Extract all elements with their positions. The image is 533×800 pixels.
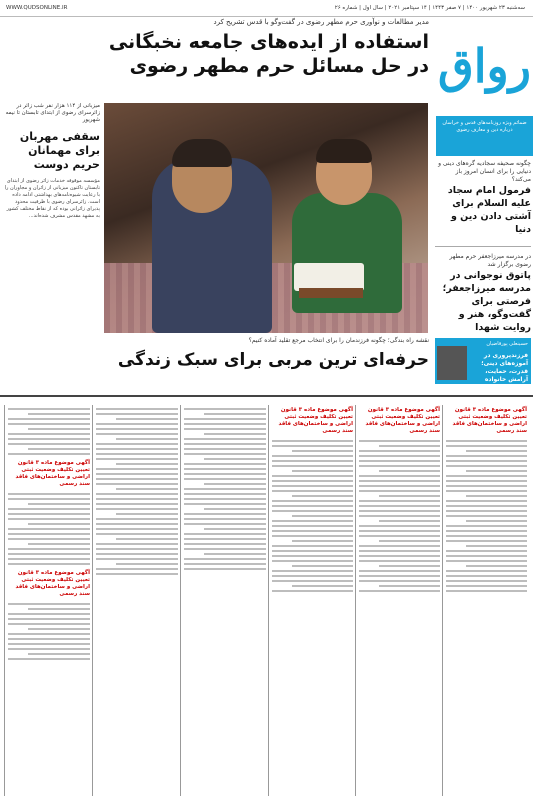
left-story-title[interactable]: سقفی مهربان برای مهمانان حریم دوست bbox=[19, 130, 100, 171]
ad-heading: آگهی موضوع ماده ۳ قانون تعیین تکلیف وضعیت ثبتی اراضی و ساختمان‌های فاقد سند رسمی bbox=[452, 407, 527, 434]
divider bbox=[435, 246, 531, 247]
ad-column bbox=[268, 405, 356, 796]
main-photo bbox=[104, 103, 428, 333]
right-story-title[interactable]: پاتوق نوجوانی در مدرسه میرزاجعفر؛ فرصتی برای گفت‌وگو، هنر و روایت شهدا bbox=[442, 270, 531, 333]
ad-column bbox=[4, 405, 93, 796]
ad-column bbox=[355, 405, 443, 796]
left-story-body: مؤسسه موقوفه خدمات زائر رضوی از ابتدای تابستان تاکنون میزبانی از زائران و مجاوران را با رعایت شیوه‌نامه‌های بهداشتی ادامه داده است. زائرسرای رضوی با ظرفیت محدود پذیرای زائرانی بوده که از نقاط مختلف کشور به مشهد مقدس مشرف شده‌اند... bbox=[4, 178, 100, 219]
logo-wordmark: رواق bbox=[438, 39, 531, 93]
logo-tagline: ضمائم ویژه روزنامه‌های قدس و خراسان درباره دین و معارف رضوی bbox=[436, 116, 533, 156]
ad-column bbox=[92, 405, 181, 796]
right-story-kicker: در مدرسه میرزاجعفر حرم مطهر رضوی برگزار شد bbox=[449, 253, 531, 268]
lead-kicker: مدیر مطالعات و نوآوری حرم مطهر رضوی در گفت‌وگو با قدس تشریح کرد bbox=[213, 18, 429, 26]
ad-column bbox=[442, 405, 530, 796]
author-column-title: فرزندپروری در آموزه‌های دینی؛ قدرت، حمایت، آرامش خانواده bbox=[481, 352, 528, 383]
lead-headline[interactable]: استفاده از ایده‌های جامعه نخبگانی در حل مسائل حرم مطهر رضوی bbox=[108, 31, 429, 77]
photo-story-headline[interactable]: حرفه‌ای ترین مربی برای سبک زندگی bbox=[117, 350, 429, 370]
masthead-logo bbox=[436, 18, 533, 156]
author-box[interactable] bbox=[435, 338, 531, 384]
classified-ads bbox=[4, 405, 529, 796]
ad-heading: آگهی موضوع ماده ۳ قانون تعیین تکلیف وضعیت ثبتی اراضی و ساختمان‌های فاقد سند رسمی bbox=[15, 460, 90, 487]
left-story-intro: میزبانی از ۱۱۴ هزار نفر شب زائر در زائرسرای رضوی از ابتدای تابستان تا نیمه شهریور bbox=[5, 103, 100, 123]
ad-column bbox=[180, 405, 269, 796]
section-divider bbox=[0, 395, 533, 397]
photo-story-kicker: نقشه راه بندگی؛ چگونه فرزندمان را برای انتخاب مرجع تقلید آماده کنیم؟ bbox=[248, 337, 429, 344]
top-bar bbox=[0, 0, 533, 17]
dateline: سه‌شنبه ۲۳ شهریور ۱۴۰۰ | ۷ صفر ۱۴۴۳ | ۱۴ سپتامبر ۲۰۲۱ | سال اول | شماره ۲۶ bbox=[334, 5, 525, 11]
author-photo bbox=[437, 346, 467, 380]
ad-heading: آگهی موضوع ماده ۳ قانون تعیین تکلیف وضعیت ثبتی اراضی و ساختمان‌های فاقد سند رسمی bbox=[278, 407, 353, 434]
right-story-title[interactable]: فرمول امام سجاد علیه السلام برای آشتی دادن دین و دنیا bbox=[447, 185, 531, 235]
left-column-story bbox=[4, 103, 100, 383]
ad-heading: آگهی موضوع ماده ۳ قانون تعیین تکلیف وضعیت ثبتی اراضی و ساختمان‌های فاقد سند رسمی bbox=[365, 407, 440, 434]
ad-heading: آگهی موضوع ماده ۳ قانون تعیین تکلیف وضعیت ثبتی اراضی و ساختمان‌های فاقد سند رسمی bbox=[15, 570, 90, 597]
author-name: حسینعلی پورقاضیان bbox=[486, 341, 528, 347]
right-story-kicker: چگونه صحیفه سجادیه گره‌های دینی و دنیایی را برای انسان امروز باز می‌کند؟ bbox=[438, 160, 531, 183]
right-column bbox=[435, 160, 531, 344]
site-url[interactable]: WWW.QUDSONLINE.IR bbox=[6, 5, 68, 11]
